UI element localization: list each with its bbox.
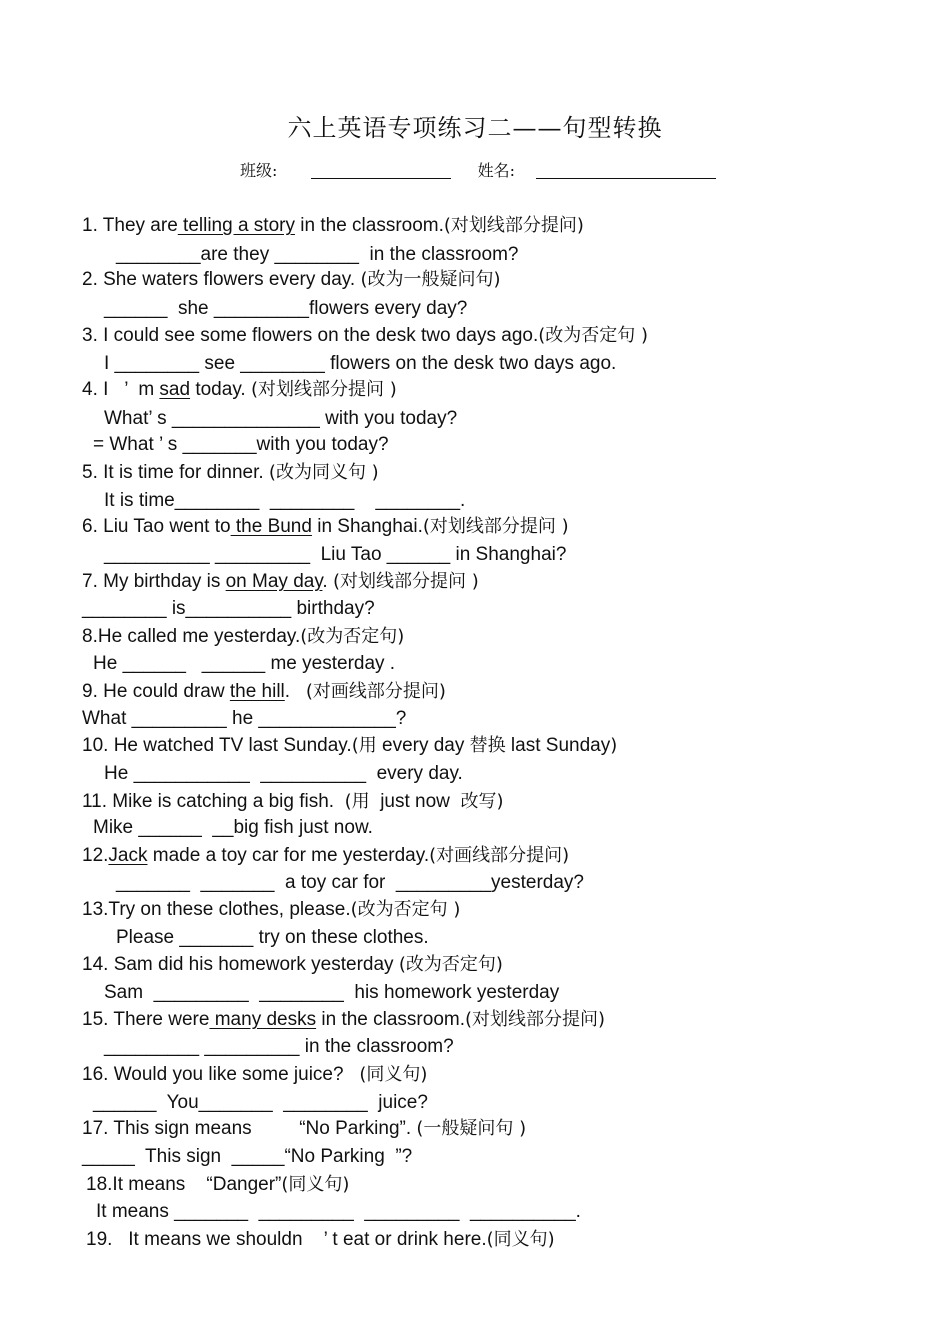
line-text: 14. Sam did his homework yesterday <box>82 954 399 975</box>
exercise-line <box>104 543 566 567</box>
line-text: in the classroom. <box>295 215 444 236</box>
exercise-line <box>82 378 397 402</box>
exercise-line <box>82 214 584 238</box>
line-text: What _________ he _____________? <box>82 708 407 729</box>
line-text: 16. Would you like some juice? <box>82 1064 360 1085</box>
line-text: ______ You_______ ________ juice? <box>93 1092 428 1113</box>
instruction-text: (一般疑问句 ) <box>416 1118 527 1139</box>
exercise-line <box>82 680 446 704</box>
instruction-text: (改为同义句 ) <box>268 462 379 483</box>
line-text: It is time________ ________ ________. <box>104 490 466 511</box>
exercise-line <box>104 489 465 513</box>
line-text: 15. There were <box>82 1009 210 1030</box>
exercise-line <box>82 1145 412 1169</box>
line-text: 9. He could draw <box>82 681 230 702</box>
exercise-line <box>82 1117 526 1141</box>
instruction-text: (同义句) <box>359 1064 428 1085</box>
exercise-line <box>116 926 429 950</box>
exercise-line <box>104 762 463 786</box>
line-text: 19. It means we shouldn ’ t eat or drink here. <box>86 1229 487 1250</box>
exercise-line <box>82 1008 605 1032</box>
instruction-text: 替换 <box>469 735 506 756</box>
line-text: . <box>322 571 333 592</box>
line-text: ________ is__________ birthday? <box>82 598 375 619</box>
line-text: He ___________ __________ every day. <box>104 763 463 784</box>
line-text: It means _______ _________ _________ __________. <box>96 1201 581 1222</box>
instruction-text: (改为否定句 ) <box>538 325 649 346</box>
line-text: ______ she _________flowers every day? <box>104 298 468 319</box>
instruction-text: ) <box>610 735 618 756</box>
line-text: _________ _________ in the classroom? <box>104 1036 454 1057</box>
class-label: 班级: <box>240 161 278 180</box>
line-text: 18.It means “Danger” <box>86 1174 282 1195</box>
instruction-text: (改为一般疑问句) <box>360 269 501 290</box>
line-text: 7. My birthday is <box>82 571 226 592</box>
line-text: in Shanghai. <box>311 516 423 537</box>
exercise-line <box>82 461 379 485</box>
line-text: I ________ see ________ flowers on the desk two days ago. <box>104 353 617 374</box>
exercise-line <box>104 297 467 321</box>
line-text: 1. They are <box>82 215 178 236</box>
instruction-text: (对划线部分提问) <box>465 1009 606 1030</box>
exercise-line <box>82 324 648 348</box>
line-text: 3. I could see some flowers on the desk two days ago. <box>82 325 539 346</box>
exercise-line <box>116 243 518 267</box>
instruction-text: (对画线部分提问) <box>429 845 570 866</box>
line-text: Mike ______ __big fish just now. <box>93 817 373 838</box>
underlined-phrase: many desks <box>209 1009 317 1030</box>
exercise-line <box>96 1200 581 1224</box>
line-text: He ______ ______ me yesterday . <box>93 653 396 674</box>
line-text: = What ’ s _______with you today? <box>93 434 389 455</box>
instruction-text: (对画线部分提问) <box>305 681 446 702</box>
line-text: every day <box>376 735 470 756</box>
exercise-line <box>82 707 406 731</box>
exercise-line <box>82 268 500 292</box>
exercise-line <box>104 352 616 376</box>
exercise-line <box>86 1228 555 1252</box>
line-text: 4. I ’ m <box>82 379 160 400</box>
exercise-line <box>82 844 569 868</box>
line-text: _____ This sign _____“No Parking ”? <box>82 1146 413 1167</box>
exercise-line <box>82 625 404 649</box>
line-text: 13.Try on these clothes, please. <box>82 899 351 920</box>
line-text: 8.He called me yesterday. <box>82 626 301 647</box>
exercise-line <box>93 652 395 676</box>
instruction-text: (同义句) <box>281 1174 350 1195</box>
name-blank <box>536 160 716 179</box>
line-text: Sam _________ ________ his homework yesterday <box>104 982 560 1003</box>
line-text: 2. She waters flowers every day. <box>82 269 361 290</box>
underlined-phrase: sad <box>159 379 191 400</box>
class-blank <box>311 160 451 179</box>
exercise-line <box>82 515 569 539</box>
line-text: Please _______ try on these clothes. <box>116 927 429 948</box>
exercise-line <box>82 790 504 814</box>
line-text: today. <box>190 379 251 400</box>
instruction-text: (对划线部分提问 ) <box>332 571 479 592</box>
instruction-text: (改为否定句) <box>398 954 503 975</box>
exercise-line <box>82 953 503 977</box>
underlined-phrase: the hill <box>229 681 285 702</box>
instruction-text: (改为否定句) <box>300 626 405 647</box>
instruction-text: (对划线部分提问 ) <box>422 516 569 537</box>
instruction-text: (用 <box>351 735 377 756</box>
instruction-text: (对划线部分提问 ) <box>250 379 397 400</box>
underlined-phrase: Jack <box>108 845 148 866</box>
line-text: _______ _______ a toy car for _________yesterday? <box>116 872 584 893</box>
line-text: 6. Liu Tao went to <box>82 516 231 537</box>
instruction-text: (对划线部分提问) <box>443 215 584 236</box>
exercise-line <box>93 433 389 457</box>
exercise-line <box>93 1091 428 1115</box>
instruction-text: (同义句) <box>486 1229 555 1250</box>
line-text: 11. Mike is catching a big fish. <box>82 791 345 812</box>
instruction-text: (改为否定句 ) <box>350 899 461 920</box>
line-text: last Sunday <box>505 735 611 756</box>
line-text: made a toy car for me yesterday. <box>147 845 430 866</box>
exercise-line <box>82 597 375 621</box>
line-text: in the classroom. <box>316 1009 466 1030</box>
line-text: just now <box>369 791 461 812</box>
line-text: 12. <box>82 845 109 866</box>
line-text: 10. He watched TV last Sunday. <box>82 735 352 756</box>
exercise-line <box>82 570 479 594</box>
exercise-line <box>82 734 617 758</box>
exercise-line <box>116 871 584 895</box>
student-info-row <box>240 158 716 181</box>
underlined-phrase: the Bund <box>230 516 312 537</box>
line-text: 17. This sign means “No Parking”. <box>82 1118 417 1139</box>
instruction-text: 改写) <box>460 791 504 812</box>
line-text: What’ s ______________ with you today? <box>104 408 458 429</box>
exercise-line <box>104 981 559 1005</box>
underlined-phrase: telling a story <box>177 215 295 236</box>
line-text: . <box>284 681 306 702</box>
exercise-line <box>82 1063 427 1087</box>
exercise-line <box>93 816 373 840</box>
exercise-line <box>104 1035 454 1059</box>
worksheet-title: 六上英语专项练习二——句型转换 <box>287 114 663 142</box>
line-text: 5. It is time for dinner. <box>82 462 269 483</box>
exercise-line <box>82 898 460 922</box>
underlined-phrase: on May day <box>225 571 323 592</box>
instruction-text: (用 <box>344 791 370 812</box>
line-text: __________ _________ Liu Tao ______ in Shanghai? <box>104 544 567 565</box>
exercise-line <box>86 1173 349 1197</box>
line-text: ________are they ________ in the classroom? <box>116 244 519 265</box>
exercise-line <box>104 407 457 431</box>
name-label: 姓名: <box>477 161 515 180</box>
